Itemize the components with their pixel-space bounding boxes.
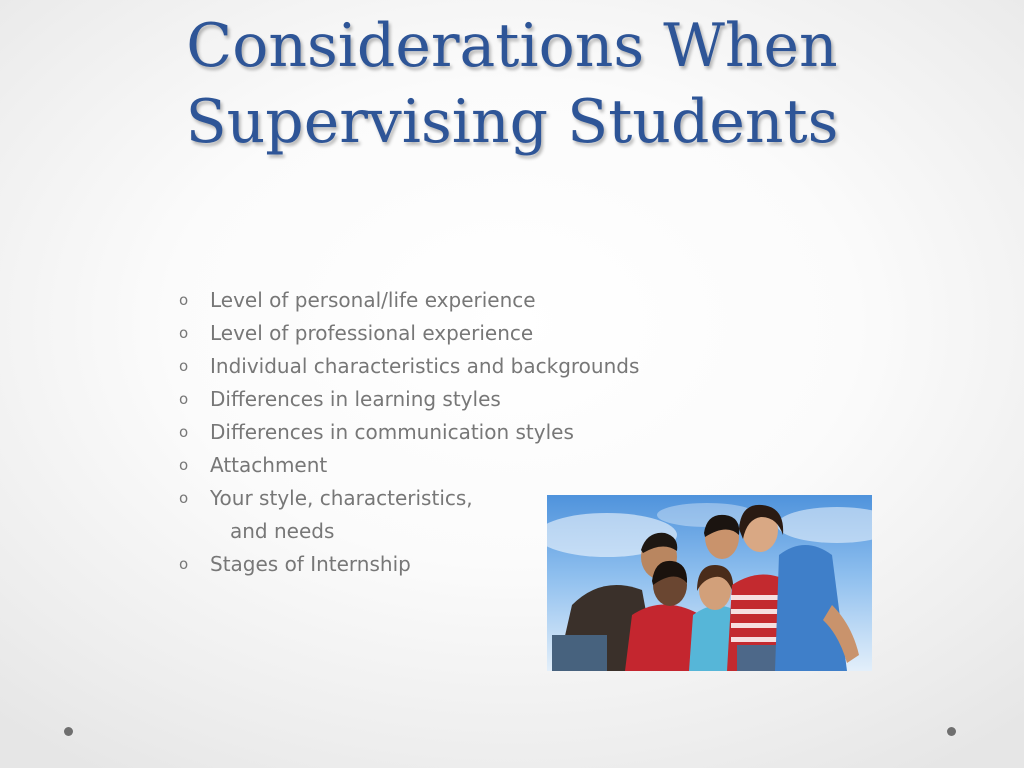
bullet-text [210,482,473,548]
bullet-text: Individual characteristics and backgrounds [210,354,640,378]
slide-title-line-2: Supervising Students [185,87,839,157]
bullet-item-communication-styles [179,416,639,449]
bullet-marker: o [179,324,189,342]
students-group-photo [547,495,872,671]
bullet-item-personal-experience [179,284,639,317]
bullet-text-line-1: Your style, characteristics, [210,486,473,510]
students-group-illustration [547,495,872,671]
bullet-marker: o [179,489,189,507]
bullet-marker: o [179,291,189,309]
bullet-marker: o [179,423,189,441]
slide-title [0,8,1024,160]
bullet-marker: o [179,555,189,573]
bullet-text: Stages of Internship [210,552,411,576]
bullet-text: Differences in communication styles [210,420,574,444]
bullet-marker: o [179,357,189,375]
bullet-text: Level of personal/life experience [210,288,536,312]
bullet-item-professional-experience [179,317,639,350]
bullet-text-line-2: and needs [230,519,335,543]
bullet-text: Level of professional experience [210,321,534,345]
bullet-item-learning-styles [179,383,639,416]
bullet-marker: o [179,456,189,474]
bullet-item-attachment [179,449,639,482]
bullet-marker: o [179,390,189,408]
corner-dot-right [947,727,956,736]
bullet-text: Differences in learning styles [210,387,501,411]
corner-dot-left [64,727,73,736]
slide-title-line-1: Considerations When [186,11,838,81]
bullet-item-individual-characteristics [179,350,639,383]
bullet-text: Attachment [210,453,328,477]
